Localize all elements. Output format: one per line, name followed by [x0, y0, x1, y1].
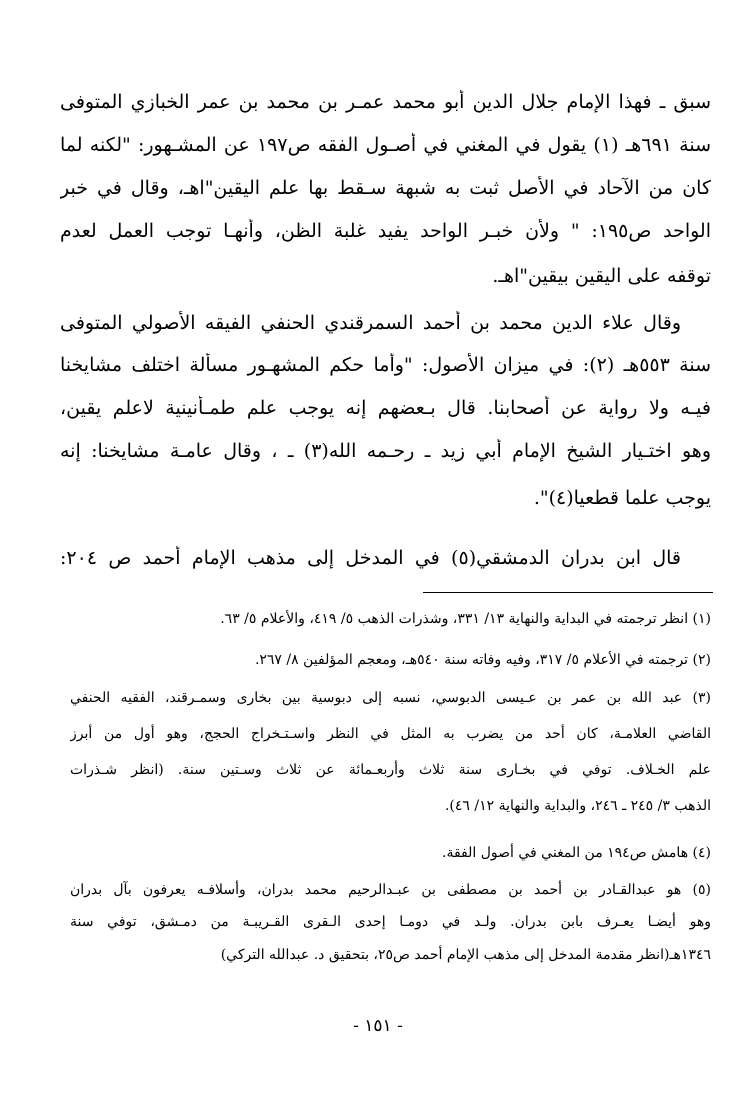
body-text-line: وقال علاء الدين محمد بن أحمد السمرقندي الحنفي الفيقه الأصولي المتوفى: [60, 312, 681, 334]
footnote-separator: [423, 592, 713, 593]
footnote-line: الذهب ٣/ ٢٤٥ ـ ٢٤٦، والبداية والنهاية ١٢/ ٤٦).: [444, 798, 711, 814]
body-text-line: سنة ٥٥٣هـ (٢): في ميزان الأصول: "وأما حكم المشهـور مسألة اختلف مشايخنا: [60, 354, 711, 376]
footnote-line: القاضي العلامـة، كان أحد من يضرب به المثل في النظر واسـتـخراج الحجج، وهو أول من أبرز: [70, 726, 711, 742]
body-text-line: قال ابن بدران الدمشقي(٥) في المدخل إلى مذهب الإمام أحمد ص ٢٠٤:: [60, 547, 681, 569]
body-text-line: سبق ـ فهذا الإمام جلال الدين أبو محمد عمـر بن محمد بن عمر الخبازي المتوفى: [60, 91, 711, 113]
footnote-line: ١٣٤٦هـ(انظر مقدمة المدخل إلى مذهب الإمام أحمد ص٢٥، بتحقيق د. عبدالله التركي): [220, 947, 711, 963]
page-number: - ١٥١ -: [353, 1016, 403, 1036]
footnote-line: علم الخـلاف. توفي في بخـارى سنة ثلاث وأربعـمائة عن ثلاث وسـتين سنة. (انظر شـذرات: [70, 762, 711, 778]
footnote-line: (٣) عبد الله بن عمر بن عـيسى الدبوسي، نسبه إلى دبوسية بين بخارى وسمـرقند، الفقيه الحنفي: [70, 690, 711, 706]
body-text-line: توقفه على اليقين بيقين"اهـ.: [492, 265, 711, 287]
footnote-line: (٢) ترجمته في الأعلام ٥/ ٣١٧، وفيه وفاته سنة ٥٤٠هـ، ومعجم المؤلفين ٨/ ٢٦٧.: [254, 652, 711, 668]
body-text-line: الواحد ص١٩٥: " ولأن خبـر الواحد يفيد غلبة الظن، وأنهـا توجب العمل لعدم: [60, 220, 711, 242]
body-text-line: وهو اختـيار الشيخ الإمام أبي زيد ـ رحـمه الله(٣) ـ ، وقال عامـة مشايخنا: إنه: [60, 440, 711, 462]
footnote-line: (١) انظر ترجمته في البداية والنهاية ١٣/ ٣٣١، وشذرات الذهب ٥/ ٤١٩، والأعلام ٥/ ٦٣.: [220, 611, 711, 627]
body-text-line: سنة ٦٩١هـ (١) يقول في المغني في أصـول الفقه ص١٩٧ عن المشـهور: "لكنه لما: [60, 134, 711, 156]
body-text-line: كان من الآحاد في الأصل ثبت به شبهة سـقط بها علم اليقين"اهـ، وقال في خبر: [60, 177, 711, 199]
footnote-line: وهو أيضـا يعـرف بابن بدران. ولـد في دومـا إحدى الـقرى القـريبـة من دمـشق، توفي سنة: [70, 914, 711, 930]
footnote-line: (٤) هامش ص١٩٤ من المغني في أصول الفقة.: [442, 845, 711, 861]
body-text-line: يوجب علما قطعيا(٤)".: [533, 487, 711, 509]
body-text-line: فيـه ولا رواية عن أصحابنا. قال بـعضهم إنه يوجب علم طمـأنينية لاعلم يقين،: [60, 397, 711, 419]
footnote-line: (٥) هو عبدالقـادر بن أحمد بن مصطفى بن عبـدالرحيم محمد بدران، وأسلافـه يعرفون بآل بدران: [70, 882, 711, 898]
